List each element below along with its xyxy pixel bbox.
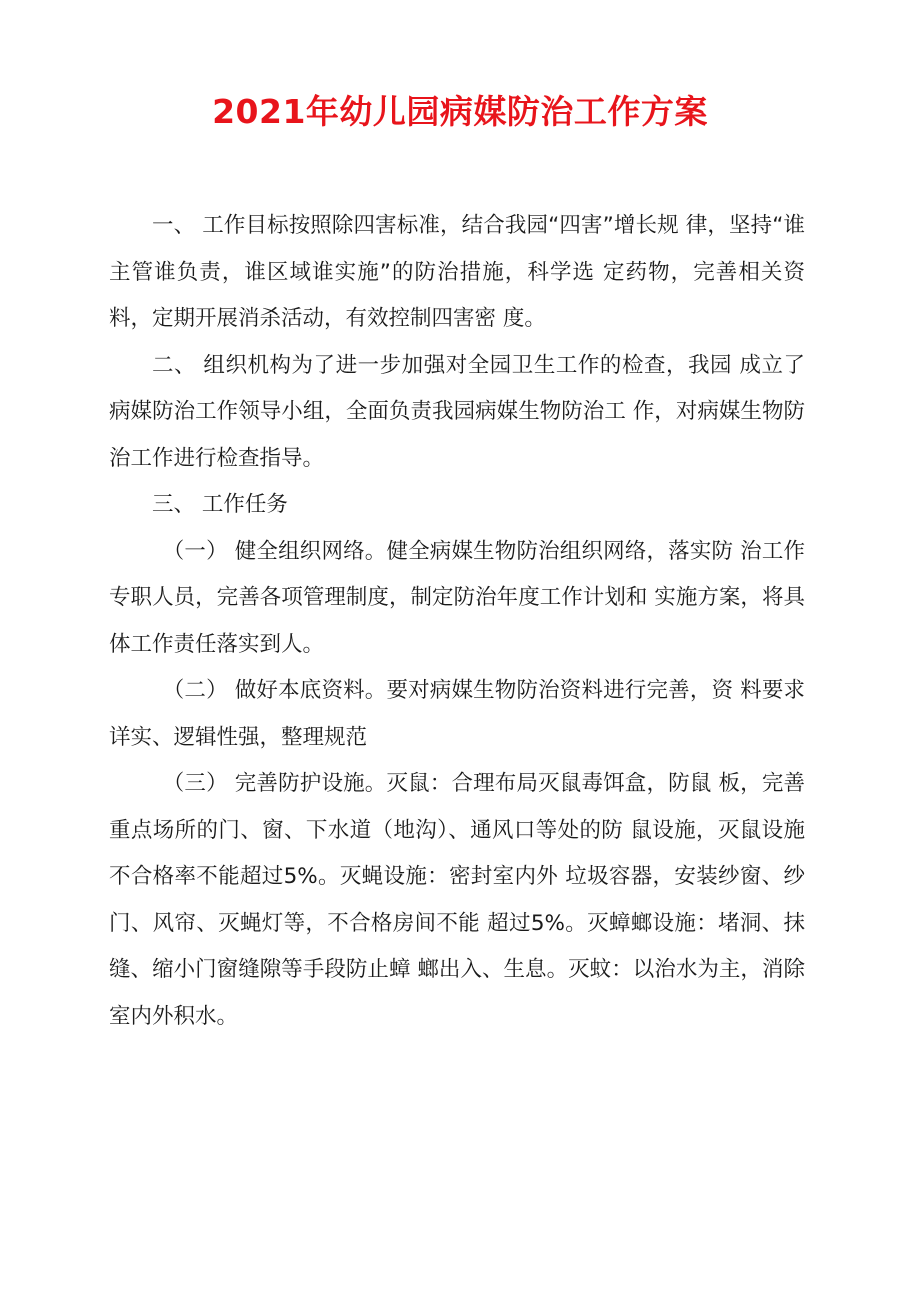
paragraph-task-organization-network: （一） 健全组织网络。健全病媒生物防治组织网络，落实防 治工作专职人员，完善各项管理制度，制定防治年度工作计划和 实施方案，将具体工作责任落实到人。	[109, 538, 805, 657]
paragraph-task-protective-facilities: （三） 完善防护设施。灭鼠：合理布局灭鼠毒饵盒，防鼠 板，完善重点场所的门、窗、下水道（地沟）、通风口等处的防 鼠设施，灭鼠设施不合格率不能超过5%。灭蝇设施：密封室内外 垃圾容器，安装纱窗、纱门、风帘、灭蝇灯等，不合格房间不能 超过5%。灭蟑螂设施：堵洞、抹缝、缩小门窗缝隙等手段防止蟑 螂出入、生息。灭蚊：以治水为主，消除室内外积水。	[109, 771, 805, 1029]
document-body	[109, 203, 805, 1040]
paragraph-work-goal: 一、 工作目标按照除四害标准，结合我园“四害”增长规 律，坚持“谁主管谁负责，谁区域谁实施”的防治措施，科学选 定药物，完善相关资料，定期开展消杀活动，有效控制四害密 度。	[109, 213, 805, 331]
paragraph-task-baseline-data: （二） 做好本底资料。要对病媒生物防治资料进行完善，资 料要求详实、逻辑性强，整理规范	[109, 678, 805, 750]
section-heading-work-tasks: 三、 工作任务	[152, 492, 288, 517]
paragraph-organization: 二、 组织机构为了进一步加强对全园卫生工作的检查，我园 成立了病媒防治工作领导小组，全面负责我园病媒生物防治工 作，对病媒生物防治工作进行检查指导。	[109, 352, 805, 471]
document-title: 2021年幼儿园病媒防治工作方案	[212, 92, 708, 131]
